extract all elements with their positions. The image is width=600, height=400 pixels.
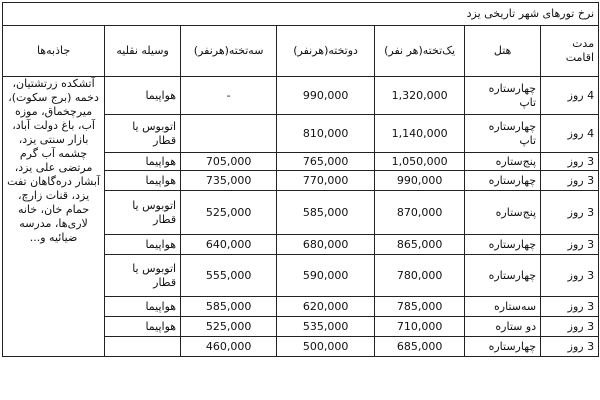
hotel-cell: دو ستاره xyxy=(465,317,541,337)
double-price-cell: 770,000 xyxy=(277,171,375,191)
duration-cell: 3 روز xyxy=(541,297,599,317)
header-vehicle: وسیله نقلیه xyxy=(105,26,181,77)
header-hotel: هتل xyxy=(465,26,541,77)
table-title: نرخ تورهای شهر تاریخی یزد xyxy=(3,3,599,26)
triple-price-cell: - xyxy=(181,77,277,115)
hotel-cell: چهارستاره تاپ xyxy=(465,115,541,153)
hotel-cell: چهارستاره xyxy=(465,235,541,255)
hotel-cell: پنج‌ستاره xyxy=(465,153,541,171)
triple-price-cell: 640,000 xyxy=(181,235,277,255)
single-price-cell: 870,000 xyxy=(375,191,465,235)
single-price-cell: 785,000 xyxy=(375,297,465,317)
triple-price-cell: 525,000 xyxy=(181,317,277,337)
triple-price-cell: 460,000 xyxy=(181,337,277,357)
hotel-cell: سه‌ستاره xyxy=(465,297,541,317)
price-table-container xyxy=(2,2,598,398)
vehicle-cell: هواپیما xyxy=(105,171,181,191)
hotel-cell: پنج‌ستاره xyxy=(465,191,541,235)
tour-price-table xyxy=(2,2,599,357)
hotel-cell: چهارستاره xyxy=(465,171,541,191)
hotel-cell: چهارستاره xyxy=(465,255,541,297)
table-row xyxy=(3,77,599,115)
single-price-cell: 1,320,000 xyxy=(375,77,465,115)
double-price-cell: 620,000 xyxy=(277,297,375,317)
duration-cell: 3 روز xyxy=(541,191,599,235)
duration-cell: 3 روز xyxy=(541,153,599,171)
duration-cell: 3 روز xyxy=(541,255,599,297)
hotel-cell: چهارستاره تاپ xyxy=(465,77,541,115)
vehicle-cell: هواپیما xyxy=(105,235,181,255)
single-price-cell: 780,000 xyxy=(375,255,465,297)
vehicle-cell: اتوبوس یا قطار xyxy=(105,191,181,235)
single-price-cell: 685,000 xyxy=(375,337,465,357)
vehicle-cell: هواپیما xyxy=(105,317,181,337)
single-price-cell: 1,140,000 xyxy=(375,115,465,153)
attractions-cell: آتشکده زرتشتیان، دخمه (برج سکوت)، میرچخماق، موزه آب، باغ دولت آباد، بازار سنتی یزد، چشمه آب گرم مرتضی علی یزد، آبشار دره‌گاهان تفت یزد، قنات زارچ، حمام خان، خانه لاری‌ها، مدرسه ضیائیه و... xyxy=(3,77,105,357)
duration-cell: 4 روز xyxy=(541,115,599,153)
triple-price-cell: 555,000 xyxy=(181,255,277,297)
vehicle-cell: اتوبوس یا قطار xyxy=(105,115,181,153)
header-attractions: جاذبه‌ها xyxy=(3,26,105,77)
triple-price-cell: 585,000 xyxy=(181,297,277,317)
double-price-cell: 590,000 xyxy=(277,255,375,297)
vehicle-cell: اتوبوس یا قطار xyxy=(105,255,181,297)
header-row xyxy=(3,26,599,77)
vehicle-cell xyxy=(105,337,181,357)
vehicle-cell: هواپیما xyxy=(105,297,181,317)
vehicle-cell: هواپیما xyxy=(105,153,181,171)
single-price-cell: 990,000 xyxy=(375,171,465,191)
double-price-cell: 810,000 xyxy=(277,115,375,153)
double-price-cell: 500,000 xyxy=(277,337,375,357)
triple-price-cell: 705,000 xyxy=(181,153,277,171)
header-triple: سه‌تخته(هرنفر) xyxy=(181,26,277,77)
double-price-cell: 680,000 xyxy=(277,235,375,255)
duration-cell: 3 روز xyxy=(541,317,599,337)
hotel-cell: چهارستاره xyxy=(465,337,541,357)
single-price-cell: 710,000 xyxy=(375,317,465,337)
duration-cell: 3 روز xyxy=(541,337,599,357)
duration-cell: 3 روز xyxy=(541,171,599,191)
triple-price-cell: 525,000 xyxy=(181,191,277,235)
double-price-cell: 765,000 xyxy=(277,153,375,171)
header-single: یک‌تخته(هر نفر) xyxy=(375,26,465,77)
header-double: دوتخته(هرنفر) xyxy=(277,26,375,77)
triple-price-cell: 735,000 xyxy=(181,171,277,191)
header-duration: مدت اقامت xyxy=(541,26,599,77)
triple-price-cell xyxy=(181,115,277,153)
duration-cell: 4 روز xyxy=(541,77,599,115)
double-price-cell: 585,000 xyxy=(277,191,375,235)
duration-cell: 3 روز xyxy=(541,235,599,255)
double-price-cell: 535,000 xyxy=(277,317,375,337)
vehicle-cell: هواپیما xyxy=(105,77,181,115)
double-price-cell: 990,000 xyxy=(277,77,375,115)
single-price-cell: 1,050,000 xyxy=(375,153,465,171)
single-price-cell: 865,000 xyxy=(375,235,465,255)
